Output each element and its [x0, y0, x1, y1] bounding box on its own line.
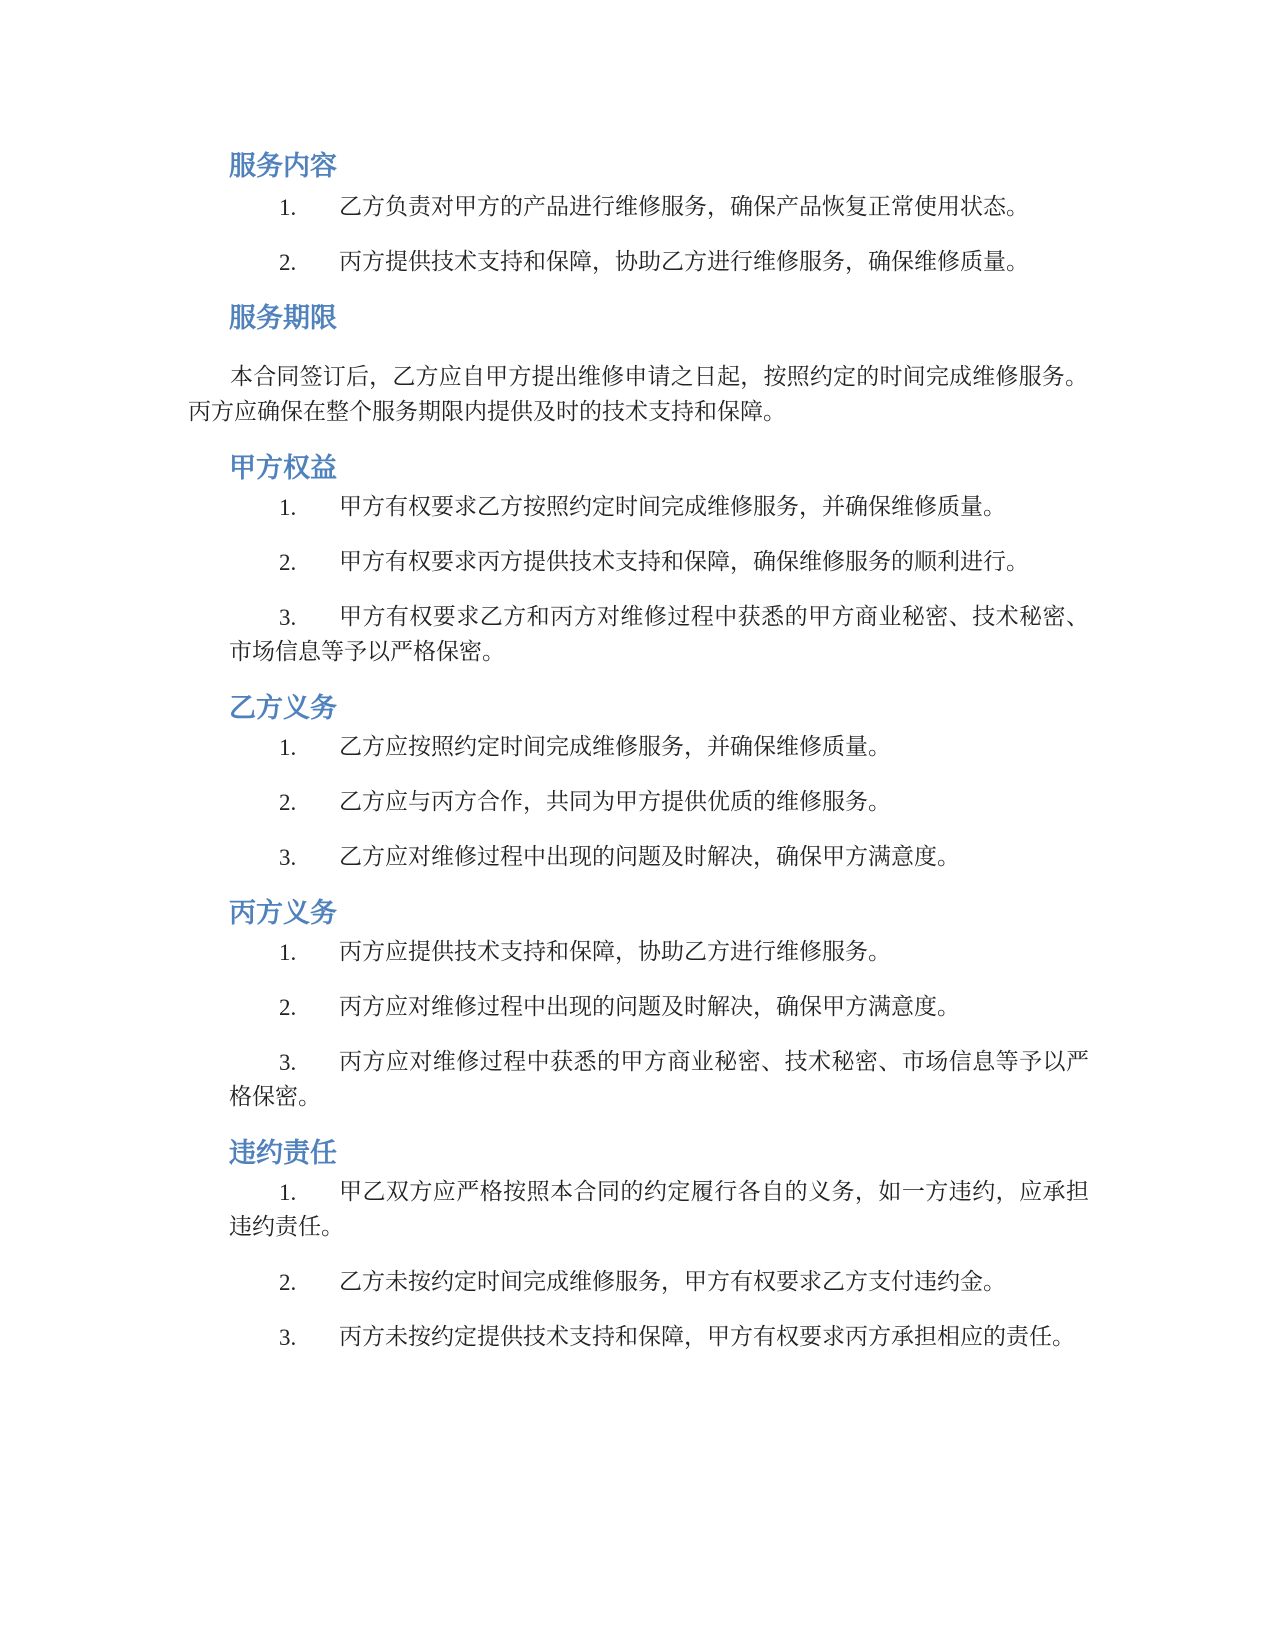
list-item [229, 1045, 1089, 1115]
list-item-number: 1. [279, 1180, 297, 1205]
list-item [229, 1265, 1089, 1300]
list-item-text: 甲方有权要求乙方和丙方对维修过程中获悉的甲方商业秘密、技术秘密、市场信息等予以严格保密。 [229, 604, 1089, 665]
list-item-number: 2. [279, 250, 297, 275]
list-item-number: 2. [279, 995, 297, 1020]
list-item-text: 乙方应按照约定时间完成维修服务，并确保维修质量。 [339, 734, 891, 760]
list-item [229, 190, 1089, 225]
list-item [229, 730, 1089, 765]
list-item-number: 2. [279, 550, 297, 575]
list-item-text: 甲方有权要求丙方提供技术支持和保障，确保维修服务的顺利进行。 [339, 549, 1029, 575]
list-item-number: 1. [279, 940, 297, 965]
list-item-number: 1. [279, 495, 297, 520]
list-item [229, 600, 1089, 670]
list-item [229, 990, 1089, 1025]
section-heading-party-b-obligations: 乙方义务 [229, 693, 337, 724]
list-item-text: 乙方应与丙方合作，共同为甲方提供优质的维修服务。 [339, 789, 891, 815]
section-heading-service-term: 服务期限 [229, 303, 337, 334]
list-item-text: 丙方应提供技术支持和保障，协助乙方进行维修服务。 [339, 939, 891, 965]
list-item-text: 丙方未按约定提供技术支持和保障，甲方有权要求丙方承担相应的责任。 [339, 1324, 1075, 1350]
list-item [229, 245, 1089, 280]
list-item-text: 甲方有权要求乙方按照约定时间完成维修服务，并确保维修质量。 [339, 494, 1006, 520]
list-item-number: 2. [279, 1270, 297, 1295]
list-item-text: 丙方应对维修过程中获悉的甲方商业秘密、技术秘密、市场信息等予以严格保密。 [229, 1049, 1089, 1110]
list-item-text: 甲乙双方应严格按照本合同的约定履行各自的义务，如一方违约，应承担违约责任。 [229, 1179, 1089, 1240]
list-item-number: 3. [279, 1325, 297, 1350]
list-item-text: 乙方应对维修过程中出现的问题及时解决，确保甲方满意度。 [339, 844, 960, 870]
list-item-number: 1. [279, 735, 297, 760]
list-item [229, 1320, 1089, 1355]
list-item [229, 490, 1089, 525]
list-item-number: 1. [279, 195, 297, 220]
list-item [229, 935, 1089, 970]
list-item-number: 3. [279, 1050, 297, 1075]
list-item-text: 丙方提供技术支持和保障，协助乙方进行维修服务，确保维修质量。 [339, 249, 1029, 275]
list-item [229, 840, 1089, 875]
section-heading-party-c-obligations: 丙方义务 [229, 898, 337, 929]
list-item-number: 2. [279, 790, 297, 815]
list-item-text: 丙方应对维修过程中出现的问题及时解决，确保甲方满意度。 [339, 994, 960, 1020]
list-item-text: 乙方负责对甲方的产品进行维修服务，确保产品恢复正常使用状态。 [339, 194, 1029, 220]
section-paragraph: 本合同签订后，乙方应自甲方提出维修申请之日起，按照约定的时间完成维修服务。丙方应确保在整个服务期限内提供及时的技术支持和保障。 [188, 364, 1088, 425]
section-heading-breach-liability: 违约责任 [229, 1138, 337, 1169]
list-item-text: 乙方未按约定时间完成维修服务，甲方有权要求乙方支付违约金。 [339, 1269, 1006, 1295]
list-item [229, 785, 1089, 820]
list-item-number: 3. [279, 845, 297, 870]
section-heading-party-a-rights: 甲方权益 [229, 453, 337, 484]
section-heading-service-content: 服务内容 [229, 151, 337, 182]
list-item-number: 3. [279, 605, 297, 630]
list-item [229, 545, 1089, 580]
list-item [229, 1175, 1089, 1245]
